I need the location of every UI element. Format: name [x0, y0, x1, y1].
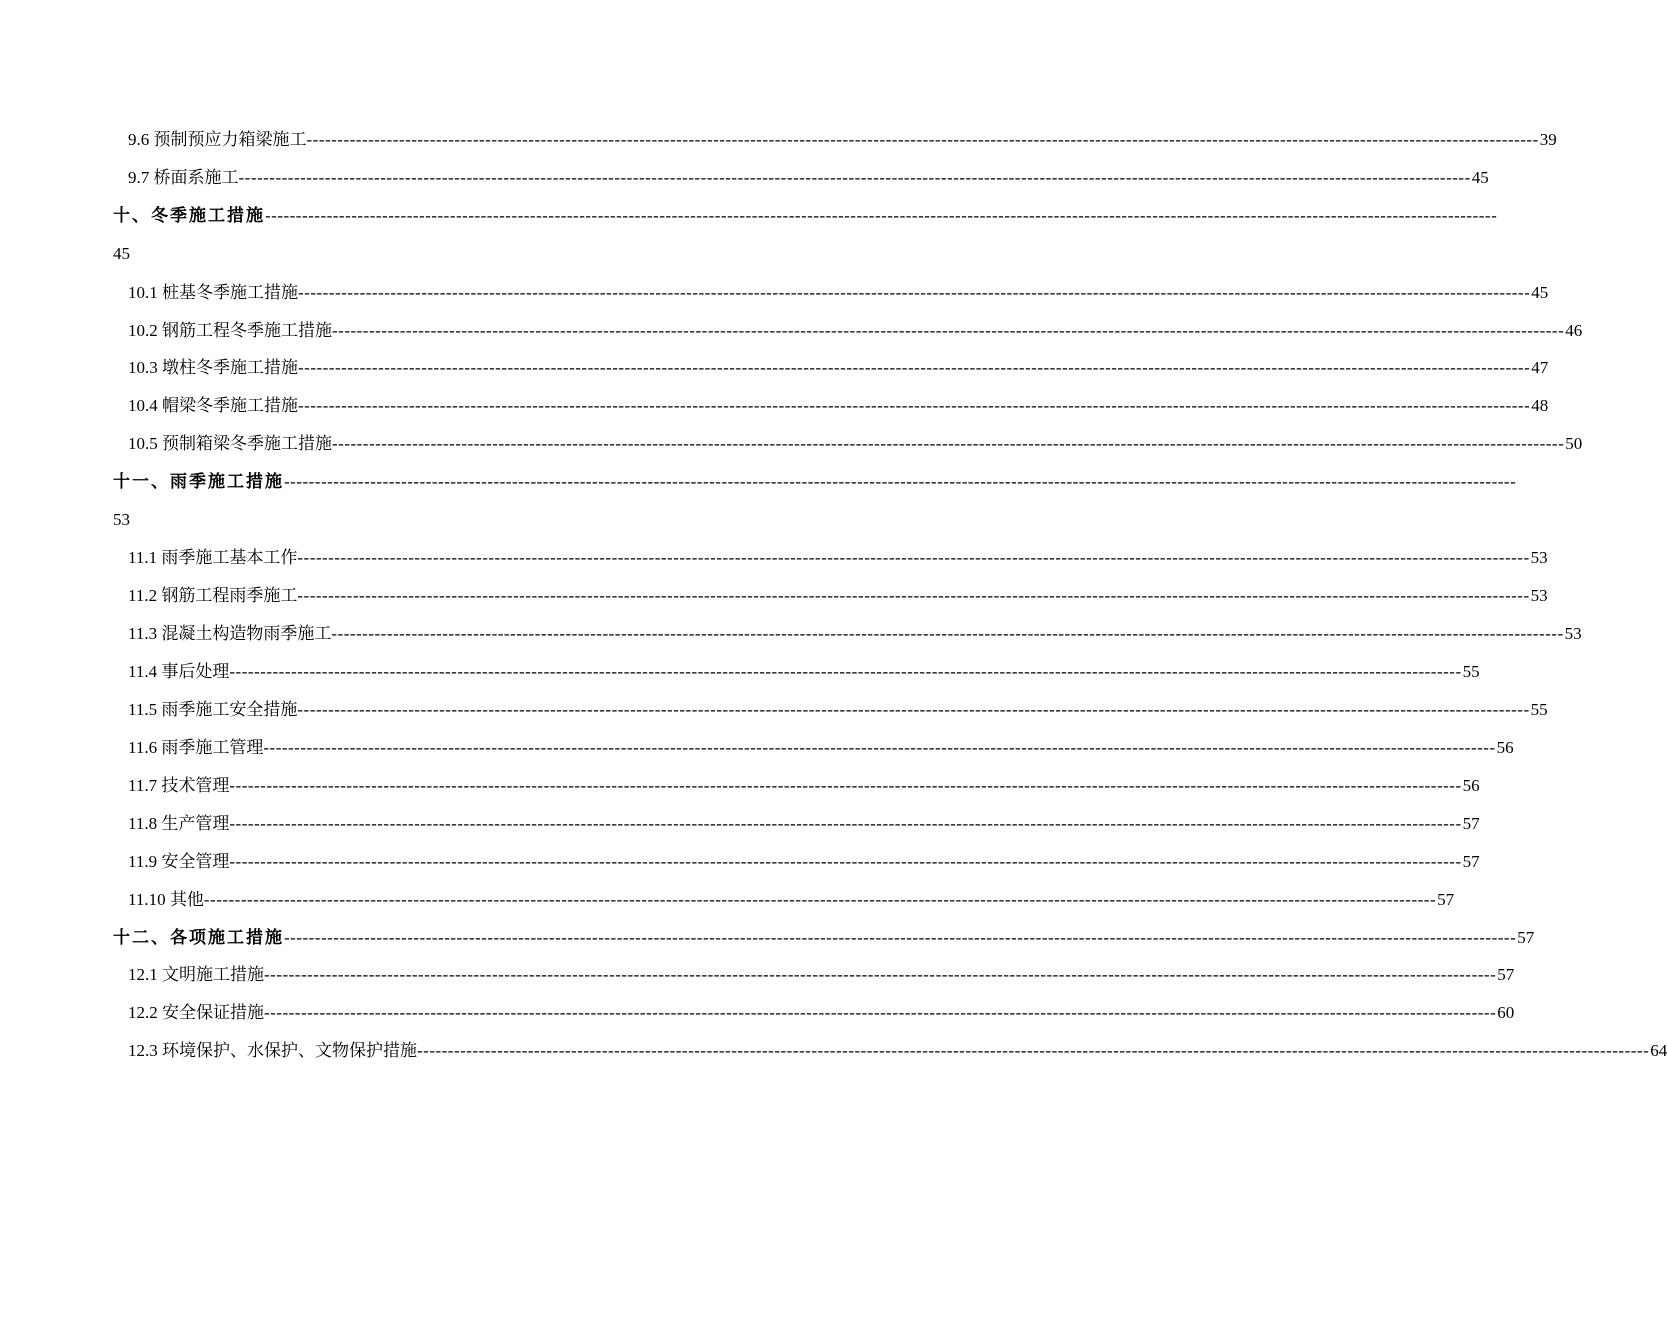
dot-leader: --------------------------------------------------------------------------------------------------------------------------------------------------------------------------------------------------------	[297, 548, 1530, 567]
toc-entry-label: 11.9 安全管理	[128, 852, 230, 871]
toc-entry-page: 60	[1497, 1003, 1515, 1022]
toc-entry[interactable]	[128, 962, 1515, 988]
dot-leader: --------------------------------------------------------------------------------------------------------------------------------------------------------------------------------------------------------	[203, 890, 1437, 909]
toc-entry-label: 10.5 预制箱梁冬季施工措施	[128, 434, 332, 453]
dot-leader: --------------------------------------------------------------------------------------------------------------------------------------------------------------------------------------------------------	[417, 1041, 1650, 1060]
toc-entry-page: 45	[1471, 168, 1489, 187]
toc-entry[interactable]	[128, 697, 1548, 723]
toc-entry[interactable]	[128, 773, 1480, 799]
toc-entry-page: 56	[1462, 776, 1480, 795]
toc-entry-label: 12.2 安全保证措施	[128, 1003, 264, 1022]
toc-chapter-page: 57	[1517, 928, 1535, 947]
toc-entry[interactable]	[128, 583, 1548, 609]
dot-leader: --------------------------------------------------------------------------------------------------------------------------------------------------------------------------------------------------------	[306, 130, 1539, 149]
dot-leader: --------------------------------------------------------------------------------------------------------------------------------------------------------------------------------------------------------	[263, 738, 1496, 757]
toc-entry-label: 11.8 生产管理	[128, 814, 230, 833]
toc-entry-page: 57	[1497, 965, 1515, 984]
toc-entry-page: 53	[1564, 624, 1582, 643]
toc-chapter[interactable]	[113, 203, 1498, 229]
toc-entry-page: 53	[1530, 548, 1548, 567]
dot-leader: --------------------------------------------------------------------------------------------------------------------------------------------------------------------------------------------------------	[229, 662, 1462, 681]
toc-entry[interactable]	[128, 431, 1583, 457]
toc-entry-page: 47	[1531, 358, 1549, 377]
toc-entry-page: 53	[1530, 586, 1548, 605]
toc-entry[interactable]	[128, 280, 1549, 306]
toc-entry-label: 11.5 雨季施工安全措施	[128, 700, 298, 719]
toc-entry-label: 11.3 混凝土构造物雨季施工	[128, 624, 332, 643]
dot-leader: --------------------------------------------------------------------------------------------------------------------------------------------------------------------------------------------------------	[297, 700, 1530, 719]
toc-entry[interactable]	[128, 165, 1489, 191]
toc-entry-label: 11.2 钢筋工程雨季施工	[128, 586, 298, 605]
toc-entry[interactable]	[128, 355, 1549, 381]
toc-entry[interactable]	[128, 1000, 1515, 1026]
toc-chapter-label: 十、冬季施工措施	[113, 206, 265, 225]
toc-entry-label: 12.1 文明施工措施	[128, 965, 264, 984]
toc-entry-label: 12.3 环境保护、水保护、文物保护措施	[128, 1041, 417, 1060]
toc-entry[interactable]	[128, 127, 1557, 153]
toc-entry-label: 9.6 预制预应力箱梁施工	[128, 130, 307, 149]
toc-entry[interactable]	[128, 811, 1480, 837]
dot-leader: --------------------------------------------------------------------------------------------------------------------------------------------------------------------------------------------------------	[264, 1003, 1497, 1022]
dot-leader: --------------------------------------------------------------------------------------------------------------------------------------------------------------------------------------------------------	[265, 206, 1498, 225]
toc-entry-label: 10.4 帽梁冬季施工措施	[128, 396, 298, 415]
toc-entry-page: 64	[1650, 1041, 1667, 1060]
toc-entry[interactable]	[128, 1038, 1667, 1064]
toc-entry-page: 48	[1531, 396, 1549, 415]
toc-chapter[interactable]	[113, 469, 1517, 495]
dot-leader: --------------------------------------------------------------------------------------------------------------------------------------------------------------------------------------------------------	[298, 396, 1531, 415]
toc-entry-label: 11.7 技术管理	[128, 776, 230, 795]
toc-entry[interactable]	[128, 659, 1480, 685]
toc-entry-label: 11.6 雨季施工管理	[128, 738, 264, 757]
dot-leader: --------------------------------------------------------------------------------------------------------------------------------------------------------------------------------------------------------	[229, 852, 1462, 871]
toc-entry-label: 9.7 桥面系施工	[128, 168, 239, 187]
toc-entry-page: 57	[1437, 890, 1455, 909]
toc-entry[interactable]	[128, 849, 1480, 875]
toc-entry-label: 10.1 桩基冬季施工措施	[128, 283, 298, 302]
toc-entry[interactable]	[128, 621, 1582, 647]
dot-leader: --------------------------------------------------------------------------------------------------------------------------------------------------------------------------------------------------------	[332, 321, 1565, 340]
toc-entry-page: 55	[1462, 662, 1480, 681]
toc-entry-page: 55	[1530, 700, 1548, 719]
dot-leader: --------------------------------------------------------------------------------------------------------------------------------------------------------------------------------------------------------	[298, 283, 1531, 302]
toc-chapter-page: 45	[113, 244, 130, 263]
dot-leader: --------------------------------------------------------------------------------------------------------------------------------------------------------------------------------------------------------	[238, 168, 1471, 187]
toc-entry-label: 10.3 墩柱冬季施工措施	[128, 358, 298, 377]
dot-leader: --------------------------------------------------------------------------------------------------------------------------------------------------------------------------------------------------------	[331, 624, 1564, 643]
toc-entry-page: 39	[1539, 130, 1557, 149]
toc-entry-page: 45	[1531, 283, 1549, 302]
toc-entry-page: 57	[1462, 814, 1480, 833]
dot-leader: --------------------------------------------------------------------------------------------------------------------------------------------------------------------------------------------------------	[297, 586, 1530, 605]
toc-entry[interactable]	[128, 735, 1514, 761]
toc-entry-page: 46	[1565, 321, 1583, 340]
dot-leader: --------------------------------------------------------------------------------------------------------------------------------------------------------------------------------------------------------	[298, 358, 1531, 377]
toc-entry-page: 50	[1565, 434, 1583, 453]
toc-entry-label: 10.2 钢筋工程冬季施工措施	[128, 321, 332, 340]
toc-chapter-page: 53	[113, 510, 130, 529]
dot-leader: --------------------------------------------------------------------------------------------------------------------------------------------------------------------------------------------------------	[229, 776, 1462, 795]
dot-leader: --------------------------------------------------------------------------------------------------------------------------------------------------------------------------------------------------------	[264, 965, 1497, 984]
dot-leader: --------------------------------------------------------------------------------------------------------------------------------------------------------------------------------------------------------	[284, 472, 1517, 491]
dot-leader: --------------------------------------------------------------------------------------------------------------------------------------------------------------------------------------------------------	[332, 434, 1565, 453]
toc-entry-page: 57	[1462, 852, 1480, 871]
toc-entry-label: 11.1 雨季施工基本工作	[128, 548, 298, 567]
toc-chapter[interactable]	[113, 925, 1535, 951]
toc-entry[interactable]	[128, 318, 1583, 344]
toc-entry-label: 11.4 事后处理	[128, 662, 230, 681]
toc-entry[interactable]	[128, 393, 1549, 419]
toc-entry[interactable]	[128, 545, 1548, 571]
toc-chapter-label: 十一、雨季施工措施	[113, 472, 284, 491]
dot-leader: --------------------------------------------------------------------------------------------------------------------------------------------------------------------------------------------------------	[229, 814, 1462, 833]
dot-leader: --------------------------------------------------------------------------------------------------------------------------------------------------------------------------------------------------------	[284, 928, 1517, 947]
toc-entry[interactable]	[128, 887, 1455, 913]
toc-entry-page: 56	[1496, 738, 1514, 757]
toc-chapter-label: 十二、各项施工措施	[113, 928, 284, 947]
toc-entry-label: 11.10 其他	[128, 890, 204, 909]
